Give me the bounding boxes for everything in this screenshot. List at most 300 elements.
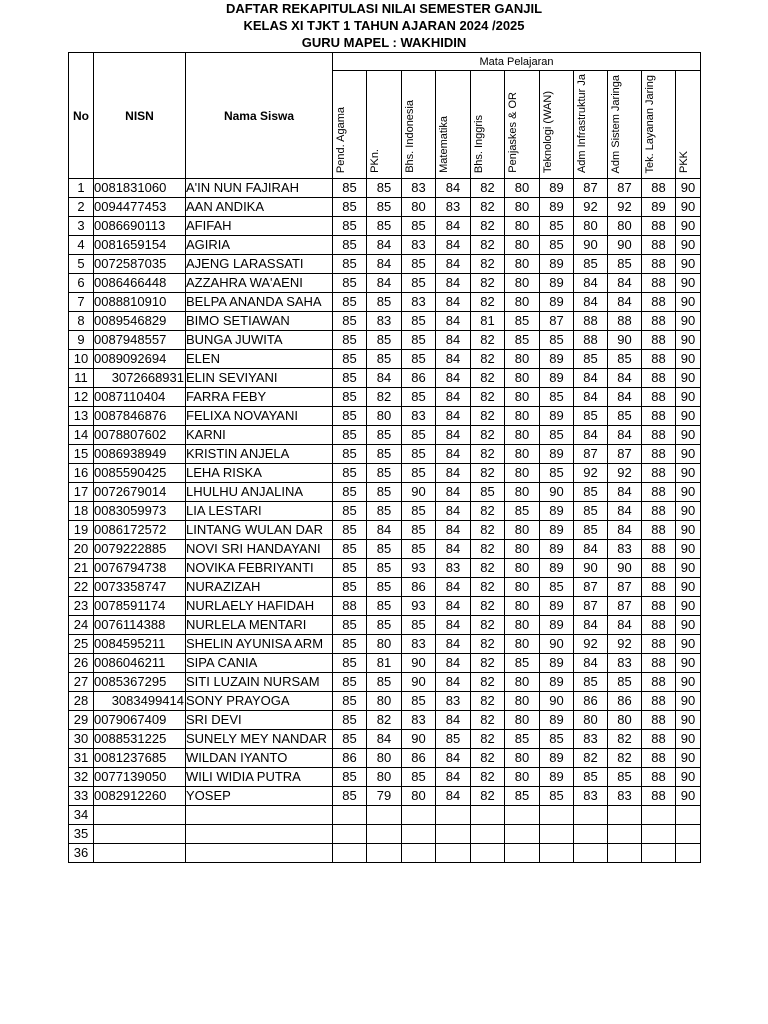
score-cell [574,844,608,863]
score-cell: 85 [333,787,367,806]
score-cell: 85 [333,464,367,483]
score-cell [642,806,676,825]
row-number: 28 [69,692,94,711]
score-cell: 90 [676,616,701,635]
score-cell [574,806,608,825]
score-cell: 90 [676,445,701,464]
student-name-cell: ELEN [186,350,333,369]
row-number: 14 [69,426,94,445]
score-cell: 84 [574,274,608,293]
score-cell: 89 [540,445,574,464]
student-name-cell: SRI DEVI [186,711,333,730]
score-cell: 85 [540,217,574,236]
score-cell: 93 [402,559,436,578]
score-cell: 85 [540,426,574,445]
score-cell: 85 [333,673,367,692]
header-subject-label: Adm Infrastruktur Ja [576,73,588,173]
row-number: 15 [69,445,94,464]
row-number: 8 [69,312,94,331]
score-cell: 84 [436,787,471,806]
header-subject [540,71,574,179]
score-cell: 84 [608,616,642,635]
score-cell: 82 [471,350,505,369]
score-cell [402,844,436,863]
score-cell: 90 [676,768,701,787]
score-cell: 88 [642,730,676,749]
score-cell: 90 [676,350,701,369]
score-cell: 88 [574,312,608,331]
score-cell: 80 [505,217,540,236]
table-row [69,502,701,521]
score-cell: 85 [333,179,367,198]
score-cell [505,806,540,825]
score-cell [608,806,642,825]
score-cell: 88 [642,521,676,540]
table-row [69,331,701,350]
score-cell: 85 [402,426,436,445]
student-name-cell: NURLELA MENTARI [186,616,333,635]
score-cell: 89 [540,369,574,388]
table-row [69,426,701,445]
score-cell: 84 [608,274,642,293]
student-name-cell: LHULHU ANJALINA [186,483,333,502]
score-cell: 81 [471,312,505,331]
nisn-cell: 0078807602 [94,426,186,445]
header-subject [505,71,540,179]
student-name-cell: KRISTIN ANJELA [186,445,333,464]
score-cell: 82 [471,255,505,274]
score-cell: 83 [402,711,436,730]
score-cell: 82 [471,559,505,578]
table-row [69,350,701,369]
score-cell: 85 [367,483,402,502]
score-cell: 90 [676,331,701,350]
score-cell: 86 [574,692,608,711]
row-number: 17 [69,483,94,502]
student-name-cell: LEHA RISKA [186,464,333,483]
header-subject [436,71,471,179]
score-cell: 84 [608,293,642,312]
student-name-cell [186,844,333,863]
student-name-cell: NOVI SRI HANDAYANI [186,540,333,559]
student-name-cell: KARNI [186,426,333,445]
score-cell: 90 [676,464,701,483]
score-cell: 85 [367,673,402,692]
score-cell: 89 [540,597,574,616]
header-subject-label: Matematika [438,116,450,173]
score-cell: 89 [540,407,574,426]
student-name-cell: SHELIN AYUNISA ARM [186,635,333,654]
score-cell: 82 [471,179,505,198]
score-cell: 82 [471,654,505,673]
score-cell: 82 [608,730,642,749]
header-student-name: Nama Siswa [186,53,333,179]
score-cell: 84 [574,388,608,407]
score-cell: 82 [367,388,402,407]
score-cell [608,844,642,863]
table-row [69,635,701,654]
nisn-cell: 0087948557 [94,331,186,350]
score-cell: 84 [608,483,642,502]
score-cell: 85 [333,616,367,635]
score-cell: 84 [436,521,471,540]
score-cell: 84 [436,426,471,445]
score-cell: 82 [471,578,505,597]
score-cell: 85 [402,616,436,635]
score-cell: 80 [367,692,402,711]
title-line-1: DAFTAR REKAPITULASI NILAI SEMESTER GANJIL [225,1,543,16]
score-cell: 90 [676,388,701,407]
score-cell: 85 [402,274,436,293]
score-cell: 83 [402,236,436,255]
score-cell: 90 [676,559,701,578]
score-cell: 87 [540,312,574,331]
score-cell: 84 [436,217,471,236]
row-number: 10 [69,350,94,369]
score-cell: 85 [402,350,436,369]
score-cell: 82 [471,445,505,464]
nisn-cell: 0088531225 [94,730,186,749]
score-cell: 89 [642,198,676,217]
score-cell: 85 [402,464,436,483]
score-cell: 92 [608,635,642,654]
score-cell: 80 [367,407,402,426]
score-cell: 84 [436,179,471,198]
score-cell: 84 [436,407,471,426]
table-row [69,540,701,559]
score-cell: 88 [642,445,676,464]
table-row [69,312,701,331]
student-name-cell: NURLAELY HAFIDAH [186,597,333,616]
score-cell [676,806,701,825]
row-number: 29 [69,711,94,730]
score-cell: 80 [505,711,540,730]
score-cell: 90 [676,749,701,768]
score-cell: 87 [608,179,642,198]
score-cell: 80 [505,635,540,654]
score-cell: 88 [642,502,676,521]
score-cell: 82 [574,749,608,768]
table-row [69,445,701,464]
score-cell: 84 [608,502,642,521]
score-cell: 84 [436,711,471,730]
score-cell [540,825,574,844]
score-cell: 82 [471,768,505,787]
score-cell: 84 [574,369,608,388]
score-cell: 89 [540,540,574,559]
score-cell: 88 [642,407,676,426]
score-cell: 86 [402,369,436,388]
score-cell: 83 [402,179,436,198]
row-number: 12 [69,388,94,407]
score-cell [505,844,540,863]
score-cell: 84 [436,331,471,350]
score-cell: 85 [333,236,367,255]
table-row [69,274,701,293]
header-subject [642,71,676,179]
score-cell: 80 [505,768,540,787]
score-cell: 88 [642,597,676,616]
table-row [69,673,701,692]
nisn-cell: 0081237685 [94,749,186,768]
score-cell: 82 [471,274,505,293]
score-cell: 85 [505,331,540,350]
score-cell [676,825,701,844]
row-number: 20 [69,540,94,559]
header-subject-label: Teknologi (WAN) [542,90,554,173]
score-cell: 83 [402,635,436,654]
score-cell: 84 [574,426,608,445]
score-cell: 88 [642,711,676,730]
score-cell: 84 [608,521,642,540]
score-cell: 90 [402,483,436,502]
score-cell: 85 [333,654,367,673]
table-row [69,483,701,502]
nisn-cell: 0089546829 [94,312,186,331]
score-cell: 84 [436,540,471,559]
score-cell: 90 [676,521,701,540]
score-cell: 84 [574,616,608,635]
score-cell: 90 [574,236,608,255]
score-cell: 87 [608,578,642,597]
score-cell: 82 [471,692,505,711]
score-cell: 89 [540,521,574,540]
score-cell: 84 [608,426,642,445]
score-cell: 80 [505,445,540,464]
score-cell: 80 [505,255,540,274]
student-name-cell: BELPA ANANDA SAHA [186,293,333,312]
row-number: 27 [69,673,94,692]
student-name-cell: AJENG LARASSATI [186,255,333,274]
header-subject-label: PKK [678,150,690,173]
score-cell: 90 [676,407,701,426]
nisn-cell: 0079222885 [94,540,186,559]
score-cell: 79 [367,787,402,806]
nisn-cell: 0078591174 [94,597,186,616]
score-cell: 84 [436,578,471,597]
score-cell: 85 [333,730,367,749]
score-cell: 85 [333,426,367,445]
student-name-cell: ELIN SEVIYANI [186,369,333,388]
score-cell: 85 [608,768,642,787]
table-row [69,844,701,863]
score-cell: 84 [436,673,471,692]
score-cell: 84 [436,445,471,464]
score-cell: 88 [642,673,676,692]
grades-table [68,52,701,863]
score-cell: 88 [642,255,676,274]
score-cell: 85 [402,217,436,236]
score-cell: 85 [367,540,402,559]
score-cell: 84 [436,597,471,616]
score-cell: 85 [333,312,367,331]
score-cell: 90 [676,236,701,255]
score-cell: 89 [540,350,574,369]
score-cell: 90 [676,578,701,597]
table-row [69,578,701,597]
score-cell: 80 [505,369,540,388]
score-cell: 85 [540,236,574,255]
score-cell: 85 [402,692,436,711]
title-line-2: KELAS XI TJKT 1 TAHUN AJARAN 2024 /2025 [243,18,525,33]
score-cell: 85 [367,578,402,597]
score-cell: 80 [574,711,608,730]
header-subject-label: Penjaskes & OR [507,92,519,173]
header-subject-label: Tek. Layanan Jaring [644,74,656,173]
score-cell: 89 [540,502,574,521]
score-cell: 83 [608,540,642,559]
nisn-cell: 0087110404 [94,388,186,407]
score-cell: 84 [436,369,471,388]
score-cell: 82 [471,293,505,312]
score-cell: 82 [471,502,505,521]
score-cell: 82 [471,540,505,559]
score-cell: 85 [367,616,402,635]
score-cell: 83 [436,559,471,578]
score-cell [574,825,608,844]
score-cell: 80 [505,616,540,635]
score-cell: 82 [471,426,505,445]
score-cell: 89 [540,749,574,768]
score-cell: 92 [608,464,642,483]
header-subject [471,71,505,179]
score-cell: 92 [574,198,608,217]
score-cell: 90 [540,483,574,502]
nisn-cell: 0086046211 [94,654,186,673]
score-cell: 81 [367,654,402,673]
score-cell [333,844,367,863]
nisn-cell: 0079067409 [94,711,186,730]
table-row [69,369,701,388]
score-cell: 92 [574,635,608,654]
row-number: 13 [69,407,94,426]
score-cell: 85 [367,559,402,578]
score-cell [676,844,701,863]
table-row [69,407,701,426]
row-number: 16 [69,464,94,483]
score-cell: 90 [676,654,701,673]
score-cell: 80 [505,597,540,616]
table-row [69,768,701,787]
score-cell: 85 [333,274,367,293]
table-row [69,293,701,312]
score-cell: 89 [540,711,574,730]
score-cell: 90 [676,274,701,293]
score-cell: 88 [642,540,676,559]
score-cell: 88 [642,312,676,331]
score-cell: 80 [505,274,540,293]
nisn-cell: 0081831060 [94,179,186,198]
score-cell: 80 [505,388,540,407]
nisn-cell: 0082912260 [94,787,186,806]
score-cell: 85 [367,464,402,483]
header-subject-label: Bhs. Indonesia [404,100,416,173]
row-number: 32 [69,768,94,787]
score-cell: 80 [505,426,540,445]
score-cell: 80 [505,198,540,217]
nisn-cell: 0085367295 [94,673,186,692]
score-cell: 85 [333,483,367,502]
student-name-cell: YOSEP [186,787,333,806]
nisn-cell: 0081659154 [94,236,186,255]
score-cell: 83 [367,312,402,331]
score-cell: 85 [402,445,436,464]
score-cell: 85 [402,255,436,274]
score-cell: 92 [608,198,642,217]
score-cell: 82 [471,730,505,749]
header-subject-label: PKn. [369,149,381,173]
score-cell: 85 [333,635,367,654]
score-cell: 83 [574,730,608,749]
score-cell: 80 [505,540,540,559]
score-cell: 90 [676,635,701,654]
score-cell: 80 [402,787,436,806]
score-cell: 85 [574,407,608,426]
score-cell: 80 [367,768,402,787]
table-row [69,521,701,540]
score-cell: 83 [608,787,642,806]
score-cell: 85 [540,331,574,350]
score-cell: 85 [367,445,402,464]
score-cell: 84 [574,293,608,312]
header-subject-group: Mata Pelajaran [333,53,701,71]
score-cell: 88 [642,616,676,635]
score-cell: 90 [608,559,642,578]
row-number: 4 [69,236,94,255]
score-cell: 88 [642,749,676,768]
score-cell [471,825,505,844]
table-row [69,692,701,711]
student-name-cell: LIA LESTARI [186,502,333,521]
score-cell: 90 [676,369,701,388]
score-cell: 84 [436,464,471,483]
score-cell: 85 [333,521,367,540]
score-cell: 82 [471,236,505,255]
score-cell: 84 [436,635,471,654]
score-cell: 88 [642,388,676,407]
score-cell: 80 [608,217,642,236]
header-subject [676,71,701,179]
score-cell: 83 [402,293,436,312]
row-number: 31 [69,749,94,768]
score-cell [608,825,642,844]
score-cell: 80 [505,464,540,483]
score-cell: 80 [505,749,540,768]
score-cell: 90 [676,692,701,711]
score-cell: 85 [367,217,402,236]
table-row [69,711,701,730]
header-subject [574,71,608,179]
score-cell [367,806,402,825]
score-cell: 85 [471,483,505,502]
score-cell: 87 [574,578,608,597]
score-cell: 85 [402,502,436,521]
row-number: 25 [69,635,94,654]
score-cell: 83 [608,654,642,673]
score-cell [471,844,505,863]
score-cell: 85 [574,521,608,540]
nisn-cell [94,825,186,844]
score-cell: 84 [367,236,402,255]
score-cell: 85 [505,502,540,521]
score-cell: 82 [471,388,505,407]
score-cell: 85 [333,255,367,274]
score-cell: 85 [333,502,367,521]
score-cell: 84 [608,369,642,388]
row-number: 22 [69,578,94,597]
score-cell: 82 [471,521,505,540]
score-cell: 85 [333,388,367,407]
